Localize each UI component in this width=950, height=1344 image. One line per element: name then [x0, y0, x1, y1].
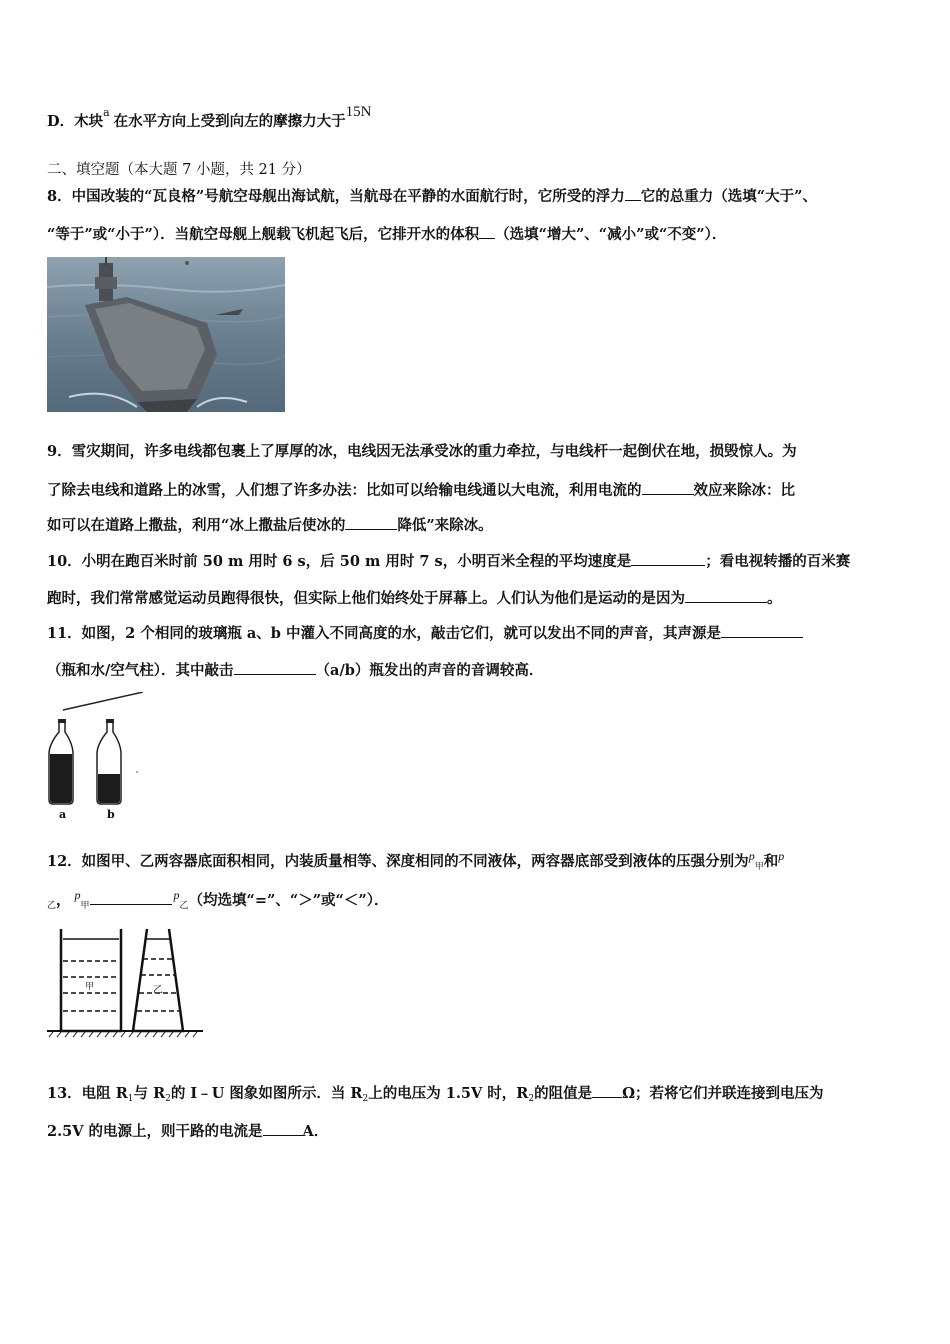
q10-line1	[47, 551, 850, 572]
p-yi-symbol: p	[173, 888, 180, 902]
sub-yi-2: 乙	[179, 901, 189, 911]
q11-blank-2[interactable]	[234, 660, 316, 675]
q8-text-b: 它的总重力（选填“大于”、	[640, 188, 817, 205]
q10-blank-2[interactable]	[685, 588, 767, 603]
q11-text-b: （瓶和水/空气柱）．其中敲击	[47, 662, 234, 679]
sub-jia: 甲	[754, 862, 764, 872]
option-d	[47, 104, 372, 133]
q13-text-e: 的阻值是	[534, 1085, 593, 1102]
q8-line2	[47, 224, 726, 245]
bottles-figure	[45, 692, 145, 827]
q8-text-c: “等于”或“小于”）．当航空母舰上舰载飞机起飞后，它排开水的体积	[47, 226, 480, 243]
q8-text-a: 8．中国改装的“瓦良格”号航空母舰出海试航，当航母在平静的水面航行时，它所受的浮力	[47, 188, 625, 205]
q12-he: 和	[763, 853, 779, 870]
q8-text-d: （选填“增大”、“减小”或“不变”）．	[495, 226, 727, 243]
q13-text-g: 2.5V 的电源上，则干路的电流是	[47, 1123, 263, 1140]
q11-text-a: 11．如图，2 个相同的玻璃瓶 a、b 中灌入不同高度的水，敲击它们，就可以发出不同的声音，其声源是	[47, 625, 721, 642]
container-label-jia: 甲	[85, 982, 95, 992]
q9-line1: 9．雪灾期间，许多电线都包裹上了厚厚的冰，电线因无法承受冰的重力牵拉，与电线杆一起倒伏在地，损毁惊人。为	[47, 443, 797, 460]
sub-jia-2: 甲	[80, 901, 90, 911]
q8-blank-2[interactable]	[479, 224, 495, 239]
q9-text-c: 如可以在道路上撒盐，利用“冰上撒盐后使冰的	[47, 517, 346, 534]
q9-text-d: 降低”来除冰。	[397, 517, 493, 534]
bottle-label-a: a	[59, 808, 67, 821]
q10-text-d: 。	[767, 590, 782, 607]
option-d-prefix: D．木块	[47, 113, 104, 130]
q11-line1	[47, 623, 803, 644]
force-value: 15N	[345, 104, 372, 120]
sub-r2-c: 2	[528, 1094, 535, 1104]
q13-blank-1[interactable]	[592, 1083, 622, 1098]
q13-text-b: 与 R	[133, 1085, 166, 1102]
q13-line2	[47, 1121, 328, 1142]
q9-blank-1[interactable]	[642, 480, 694, 495]
q12-comma: ，	[56, 892, 71, 909]
q13-text-d: 上的电压为 1.5V 时，R	[368, 1085, 529, 1102]
q9-blank-2[interactable]	[345, 515, 397, 530]
containers-illustration	[45, 925, 205, 1040]
containers-figure	[45, 925, 205, 1040]
container-label-yi: 乙	[153, 985, 163, 996]
carrier-illustration	[47, 257, 285, 412]
bottles-illustration	[45, 692, 145, 827]
q13-blank-2[interactable]	[263, 1121, 303, 1136]
q11-blank-1[interactable]	[721, 623, 803, 638]
q12-line1	[47, 849, 785, 874]
q12-blank[interactable]	[90, 890, 172, 905]
q13-line1	[47, 1083, 823, 1106]
p-jia-symbol: p	[74, 888, 81, 902]
p-symbol-2: p	[778, 849, 785, 863]
q12-text-b: （均选填“=”、“＞”或“＜”）．	[188, 892, 389, 909]
q13-text-h: A．	[302, 1123, 329, 1140]
aircraft-carrier-photo	[47, 257, 285, 412]
q10-text-a: 10．小明在跑百米时前 50 m 用时 6 s，后 50 m 用时 7 s，小明百米全程的平均速度是	[47, 553, 632, 570]
q9-text-b: 效应来除冰：比	[693, 482, 795, 499]
q9-line2	[47, 480, 795, 501]
p-symbol: p	[748, 849, 755, 863]
bottle-label-b: b	[107, 808, 115, 821]
q10-blank-1[interactable]	[631, 551, 705, 566]
q12-text-a: 12．如图甲、乙两容器底面积相同，内装质量相等、深度相同的不同液体，两容器底部受到液体的压强分别为	[47, 853, 749, 870]
section-title: 二、填空题（本大题 7 小题，共 21 分）	[47, 162, 311, 178]
q12-line2	[47, 890, 389, 913]
q13-text-a: 13．电阻 R	[47, 1085, 128, 1102]
q9-line3	[47, 515, 493, 536]
q11-text-c: （a/b）瓶发出的声音的音调较高．	[315, 662, 544, 679]
q13-text-c: 的 I﹣U 图象如图所示．当 R	[170, 1085, 363, 1102]
option-d-text: 在水平方向上受到向左的摩擦力大于	[113, 113, 346, 130]
q10-text-c: 跑时，我们常常感觉运动员跑得很快，但实际上他们始终处于屏幕上。人们认为他们是运动的是因为	[47, 590, 685, 607]
q8-blank-1[interactable]	[625, 186, 641, 201]
sub-r1: 1	[127, 1094, 134, 1104]
q13-text-f: Ω；若将它们并联连接到电压为	[622, 1085, 824, 1102]
q10-line2	[47, 588, 782, 609]
sub-r2-b: 2	[362, 1094, 369, 1104]
sub-r2: 2	[165, 1094, 171, 1104]
q10-text-b: ；看电视转播的百米赛	[705, 553, 851, 570]
q8-line1	[47, 186, 817, 207]
var-a: a	[103, 106, 110, 119]
q9-text-a: 了除去电线和道路上的冰雪，人们想了许多办法：比如可以给输电线通以大电流，利用电流的	[47, 482, 642, 499]
sub-yi: 乙	[47, 901, 57, 911]
q11-line2	[47, 660, 543, 681]
